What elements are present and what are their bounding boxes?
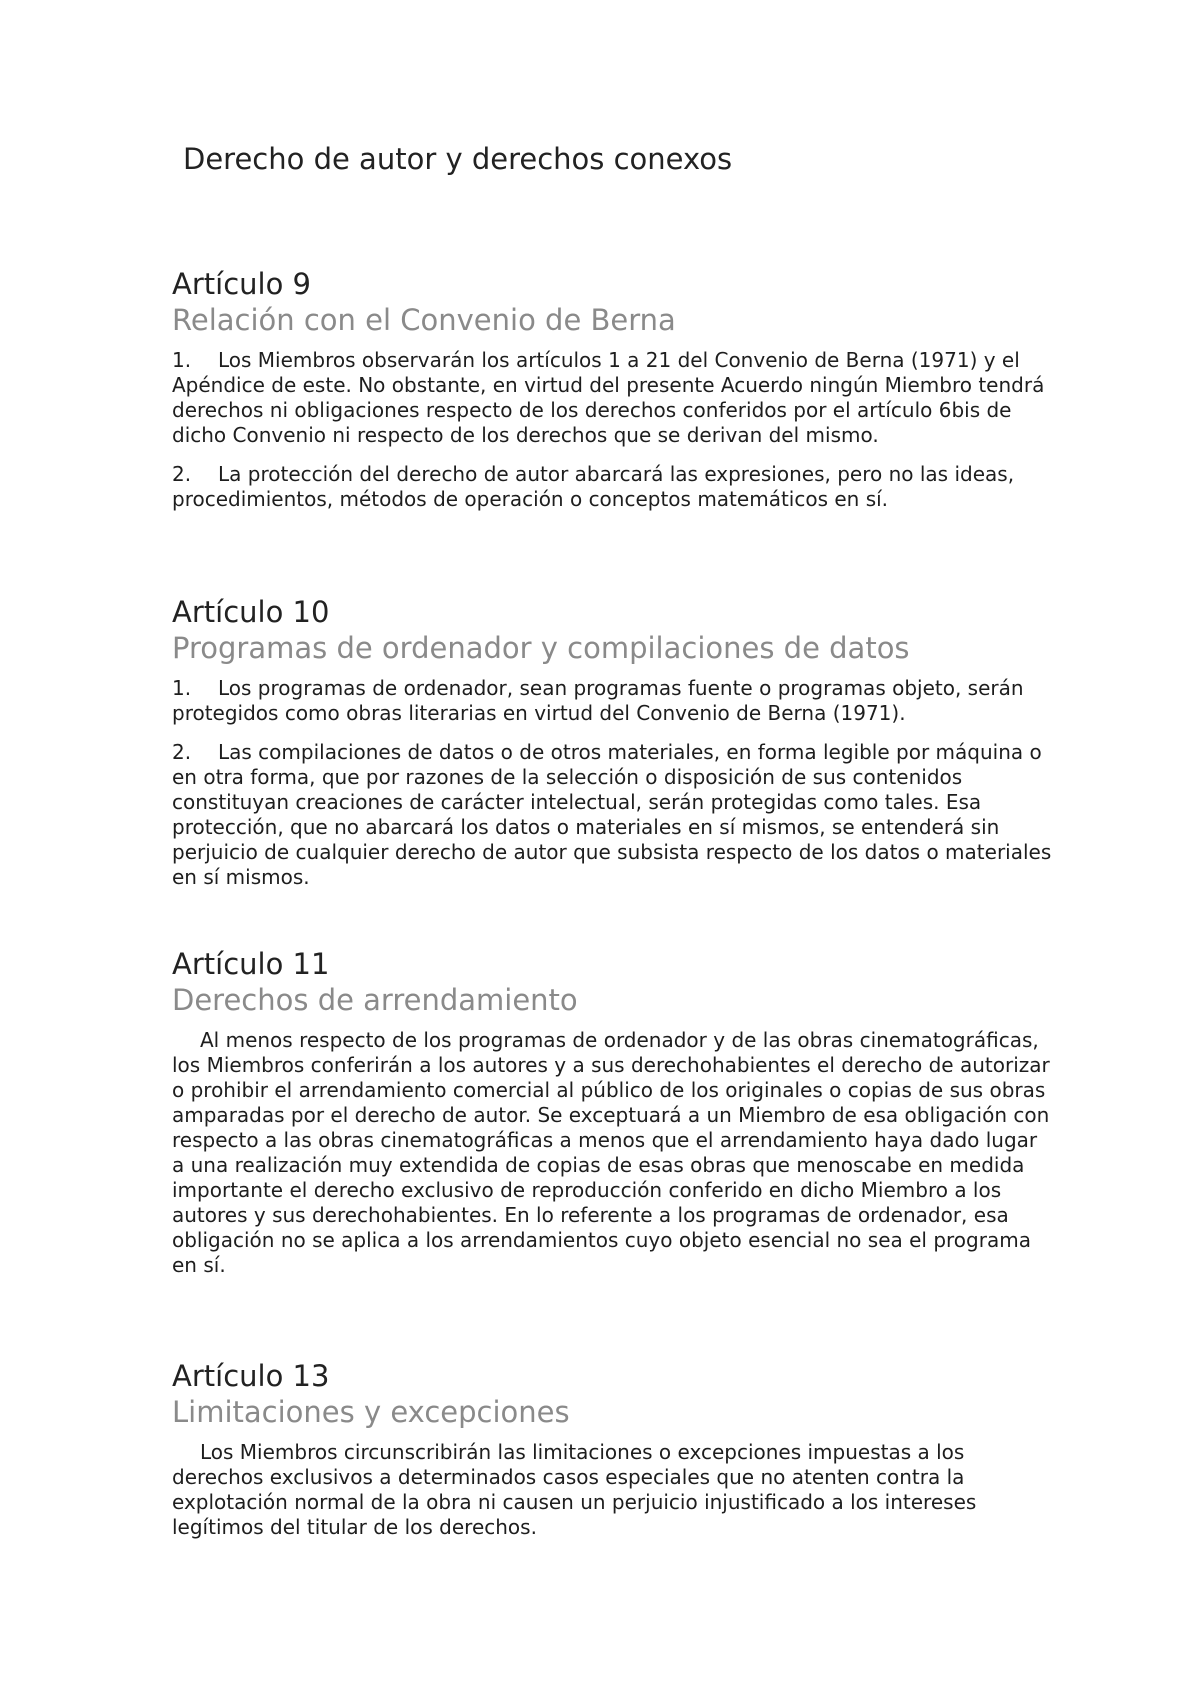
article-paragraph: Los Miembros circunscribirán las limitaciones o excepciones impuestas a los derechos exclusivos a determinados casos especiales que no atenten contra la explotación normal de la obra ni causen un perjuicio injustificado a los intereses legítimos del titular de los derechos. bbox=[172, 1440, 977, 1539]
paragraph-text: La protección del derecho de autor abarcará las expresiones, pero no las ideas, procedimientos, métodos de operación o conceptos matemáticos en sí. bbox=[172, 462, 1015, 511]
paragraph-number: 1. bbox=[172, 676, 192, 700]
article-paragraph bbox=[172, 462, 1052, 512]
paragraph-text: Las compilaciones de datos o de otros materiales, en forma legible por máquina o en otra forma, que por razones de la selección o disposición de sus contenidos constituyan creaciones de carácter intelectual, serán protegidas como tales. Esa protección, que no abarcará los datos o materiales en sí mismos, se entenderá sin perjuicio de cualquier derecho de autor que subsista respecto de los datos o materiales en sí mismos. bbox=[172, 740, 1052, 889]
article-10 bbox=[172, 594, 1052, 904]
article-subtitle: Relación con el Convenio de Berna bbox=[172, 303, 676, 337]
article-subtitle: Derechos de arrendamiento bbox=[172, 983, 578, 1017]
article-paragraph bbox=[172, 348, 1052, 448]
paragraph-text: Los programas de ordenador, sean programas fuente o programas objeto, serán protegidos como obras literarias en virtud del Convenio de Berna (1971). bbox=[172, 676, 1024, 725]
article-paragraph bbox=[172, 740, 1052, 890]
article-number: Artículo 13 bbox=[172, 1359, 330, 1393]
article-paragraph bbox=[172, 676, 1052, 726]
article-subtitle: Limitaciones y excepciones bbox=[172, 1395, 570, 1429]
article-subtitle: Programas de ordenador y compilaciones de datos bbox=[172, 631, 910, 665]
article-number: Artículo 10 bbox=[172, 595, 330, 629]
document-title: Derecho de autor y derechos conexos bbox=[183, 142, 733, 176]
paragraph-number: 1. bbox=[172, 348, 192, 372]
article-11 bbox=[172, 946, 1052, 1292]
paragraph-text: Los Miembros observarán los artículos 1 a 21 del Convenio de Berna (1971) y el Apéndice de este. No obstante, en virtud del presente Acuerdo ningún Miembro tendrá derechos ni obligaciones respecto de los derechos conferidos por el artículo 6bis de dicho Convenio ni respecto de los derechos que se derivan del mismo. bbox=[172, 348, 1045, 447]
article-13 bbox=[172, 1358, 1052, 1554]
article-9 bbox=[172, 266, 1052, 526]
paragraph-number: 2. bbox=[172, 462, 192, 486]
article-number: Artículo 11 bbox=[172, 947, 330, 981]
paragraph-number: 2. bbox=[172, 740, 192, 764]
article-paragraph: Al menos respecto de los programas de ordenador y de las obras cinematográficas, los Miembros conferirán a los autores y a sus derechohabientes el derecho de autorizar o prohibir el arrendamiento comercial al público de los originales o copias de sus obras amparadas por el derecho de autor. Se exceptuará a un Miembro de esa obligación con respecto a las obras cinematográficas a menos que el arrendamiento haya dado lugar a una realización muy extendida de copias de esas obras que menoscabe en medida importante el derecho exclusivo de reproducción conferido en dicho Miembro a los autores y sus derechohabientes. En lo referente a los programas de ordenador, esa obligación no se aplica a los arrendamientos cuyo objeto esencial no sea el programa en sí. bbox=[172, 1028, 1050, 1277]
article-number: Artículo 9 bbox=[172, 267, 311, 301]
